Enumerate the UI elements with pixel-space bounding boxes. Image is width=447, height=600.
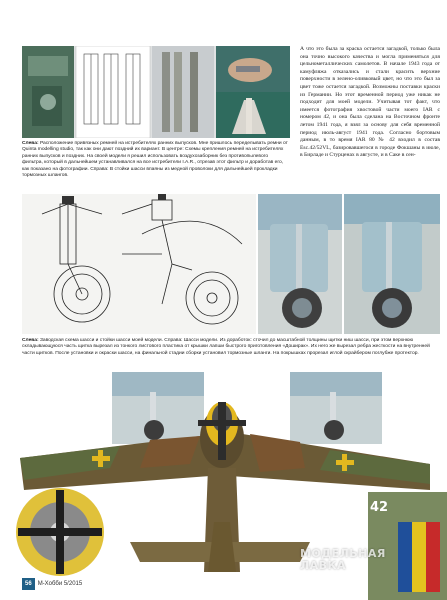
gear-photo-left (258, 194, 342, 334)
harness-photo-collage (22, 46, 290, 138)
gear-photo-right-image (344, 194, 440, 334)
watermark-line2: ЛАВКА (300, 559, 347, 572)
tail-number: 42 (370, 500, 389, 515)
folio (22, 578, 142, 590)
middle-caption-lead: Слева: (22, 338, 39, 343)
top-caption (22, 141, 290, 189)
middle-caption (22, 338, 440, 372)
top-caption-lead: Слева: (22, 141, 39, 146)
gear-photo-left-image (258, 194, 342, 334)
middle-caption-text: Заводская схема шасси и стойки шасси моей модели. Справа: Шасси модели. Из доработок: сточил до масштабной толщины щитки ниш шасси, при этом верхнюю складывающуюся часть щитка вырезал из тонкого листового пластика от крышки лапши быстрого приготовления «Доширак». Их него же вырезал ребра жесткости на внутренней части щитков. После установки и окраски шасси, на финальной стадии сборки установил тормозные шланги. На покрышках прорезал иглой скрайбером поглубже протектор. (22, 338, 430, 356)
top-caption-text: Расположение привязных ремней на истребителях ранних выпусков. Мне пришлось переделывать ремни от Quinta modelling studio, так как они дают поздний их вариант. В центре: Схемы крепления ремней на истребителях ранних выпусков и поздних. На своей модели я решил использовать воздухозаборник без противопылевого фильтра, который в дальнейшем устанавливался на все истребители I.A.R., отрезав этот фильтр и доработав его, как показано на фотографии. Справа: В стойки шасси впаяны из медной проволоки для дальнейшей прокладки тормозных шлангов. (22, 141, 288, 179)
watermark (300, 548, 440, 592)
page-number: 56 (22, 578, 35, 590)
watermark-line1: МОДЕЛЬНАЯ (300, 547, 386, 560)
gear-drawing (22, 194, 256, 334)
gear-schematic (22, 194, 256, 334)
gear-photo-right (344, 194, 440, 334)
magazine-issue: М-Хобби 5/2015 (37, 581, 83, 587)
harness-photo-strip (22, 46, 290, 138)
article-paragraph: А что это была за краска остается загадкой, только была она точно высокого качества и могла применяться для цельнометаллических самолетов. В начале 1943 года от камуфляжа отказались и стали красить верхние поверхности в зелено-оливковый цвет, но что это был за цвет тоже остается загадкой. Возможны поставки краски из Германии. Но этот временной период уже никак не подходит для моей модели. Учитывая тот факт, что имеется фотография хвостовой части моего IAR с номером 42, и она была сделана на Восточном фронте летом 1941 года, я взял за основу для себя временной период июль-август 1941 года. Согласно бортовым данным, в то время IAR 80 № 42 входил в состав Esc.42/52VL, базировавшегося в городе Фокшаны в июле, в Бирладе и Стурценах в августе, и в Саке в сен- (300, 46, 440, 159)
